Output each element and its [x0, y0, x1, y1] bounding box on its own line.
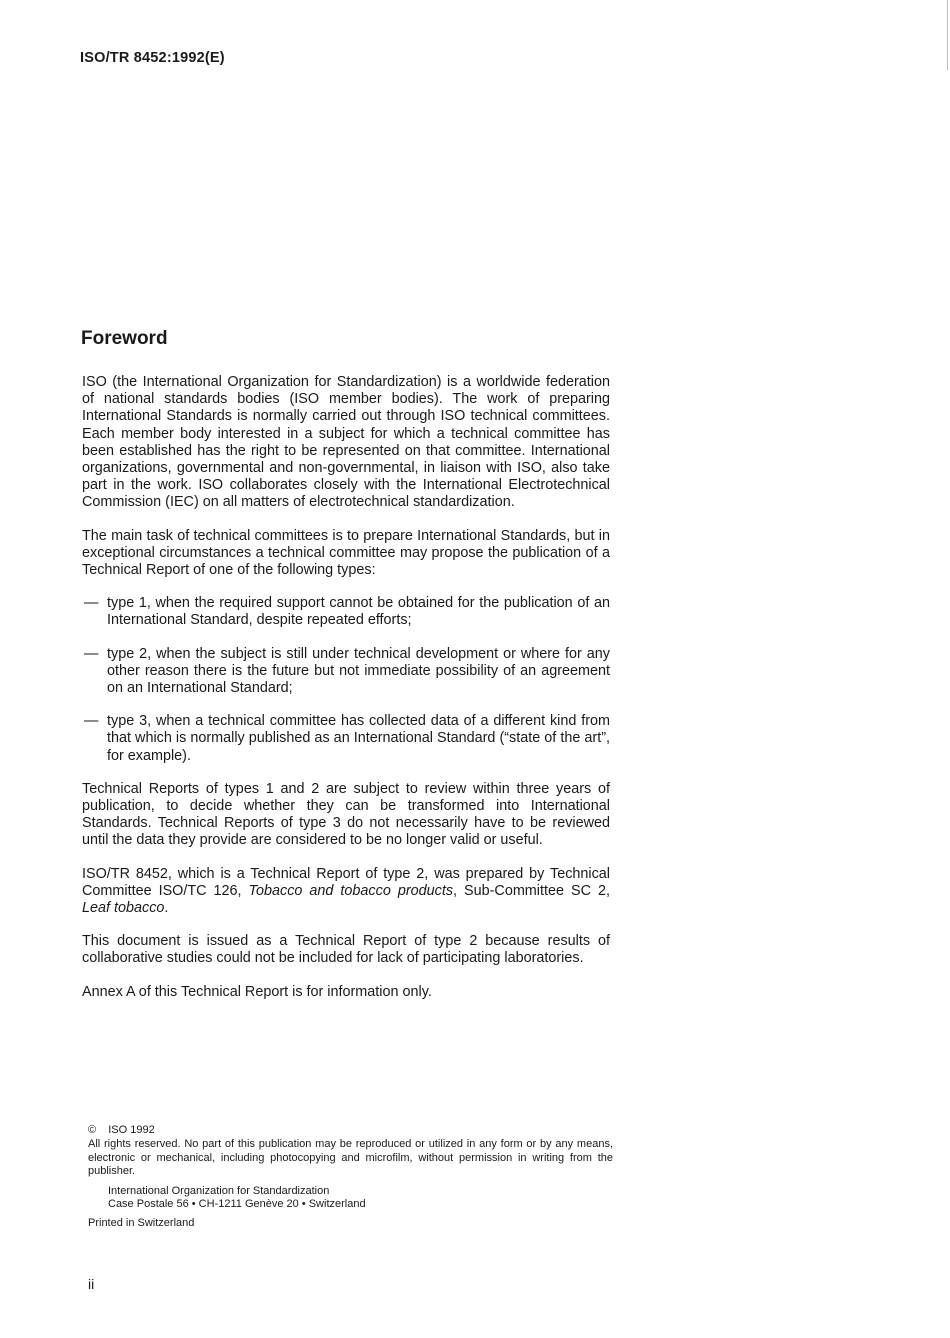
rights-notice: All rights reserved. No part of this publication may be reproduced or utilized in any form or by any means, electronic or mechanical, including photocopying and microfilm, without permission in writing from the publisher. — [88, 1138, 613, 1178]
printed-in: Printed in Switzerland — [88, 1217, 195, 1230]
organization-address — [88, 1185, 613, 1212]
copyright-text: ISO 1992 — [108, 1124, 155, 1136]
text-run: . — [164, 900, 169, 917]
paragraph: Technical Reports of types 1 and 2 are subject to review within three years of publication, to decide whether they can be transformed into International Standards. Technical Reports of type 3 do not necessarily have to be reviewed until the data they provide are considered to be no longer valid or useful. — [82, 780, 610, 849]
list-item-text: type 3, when a technical committee has collected data of a different kind from that which is normally published as an International Standard (“state of the art”, for example). — [107, 713, 610, 764]
report-types-list — [82, 595, 610, 765]
paragraph: The main task of technical committees is to prepare International Standards, but in exceptional circumstances a technical committee may propose the publication of a Technical Report of one of the following types: — [82, 527, 610, 579]
paragraph: This document is issued as a Technical Report of type 2 because results of collaborative studies could not be included for lack of participating laboratories. — [82, 933, 610, 967]
organization-name: International Organization for Standardization — [108, 1184, 330, 1197]
text-run: ISO/TR 8452, which is a Technical Report of type 2, was prepared by Technical Committee ISO/TC 126, — [82, 865, 610, 899]
committee-title: Tobacco and tobacco products — [248, 882, 454, 899]
foreword-body — [82, 374, 610, 1017]
copyright-line — [88, 1124, 613, 1137]
list-item — [82, 646, 610, 698]
postal-address: Case Postale 56 • CH-1211 Genève 20 • Switzerland — [108, 1198, 366, 1211]
list-item-text: type 2, when the subject is still under technical development or where for any other reason there is the future but not immediate possibility of an agreement on an International Standard; — [107, 645, 610, 697]
list-item — [82, 595, 610, 629]
paragraph: Annex A of this Technical Report is for information only. — [82, 983, 432, 1000]
subcommittee-title: Leaf tobacco — [82, 900, 165, 917]
list-item-text: type 1, when the required support cannot be obtained for the publication of an International Standard, despite repeated efforts; — [107, 595, 610, 629]
paragraph: ISO (the International Organization for Standardization) is a worldwide federation of national standards bodies (ISO member bodies). The work of preparing International Standards is normally carried out through ISO technical committees. Each member body interested in a subject for which a technical committee has been established has the right to be represented on that committee. International organizations, governmental and non-governmental, in liaison with ISO, also take part in the work. ISO collaborates closely with the International Electrotechnical Commission (IEC) on all matters of electrotechnical standardization. — [82, 374, 610, 511]
dash-bullet: — — [84, 713, 99, 730]
foreword-heading: Foreword — [81, 328, 168, 349]
copyright-symbol: © — [88, 1124, 97, 1136]
scan-edge-line — [947, 0, 948, 70]
document-code: ISO/TR 8452:1992(E) — [80, 50, 225, 66]
copyright-block — [88, 1124, 613, 1231]
text-run: , Sub-Committee SC 2, — [453, 882, 610, 899]
page-number: ii — [88, 1276, 95, 1292]
list-item — [82, 713, 610, 765]
paragraph — [82, 866, 610, 918]
dash-bullet: — — [84, 595, 99, 612]
dash-bullet: — — [84, 645, 99, 662]
